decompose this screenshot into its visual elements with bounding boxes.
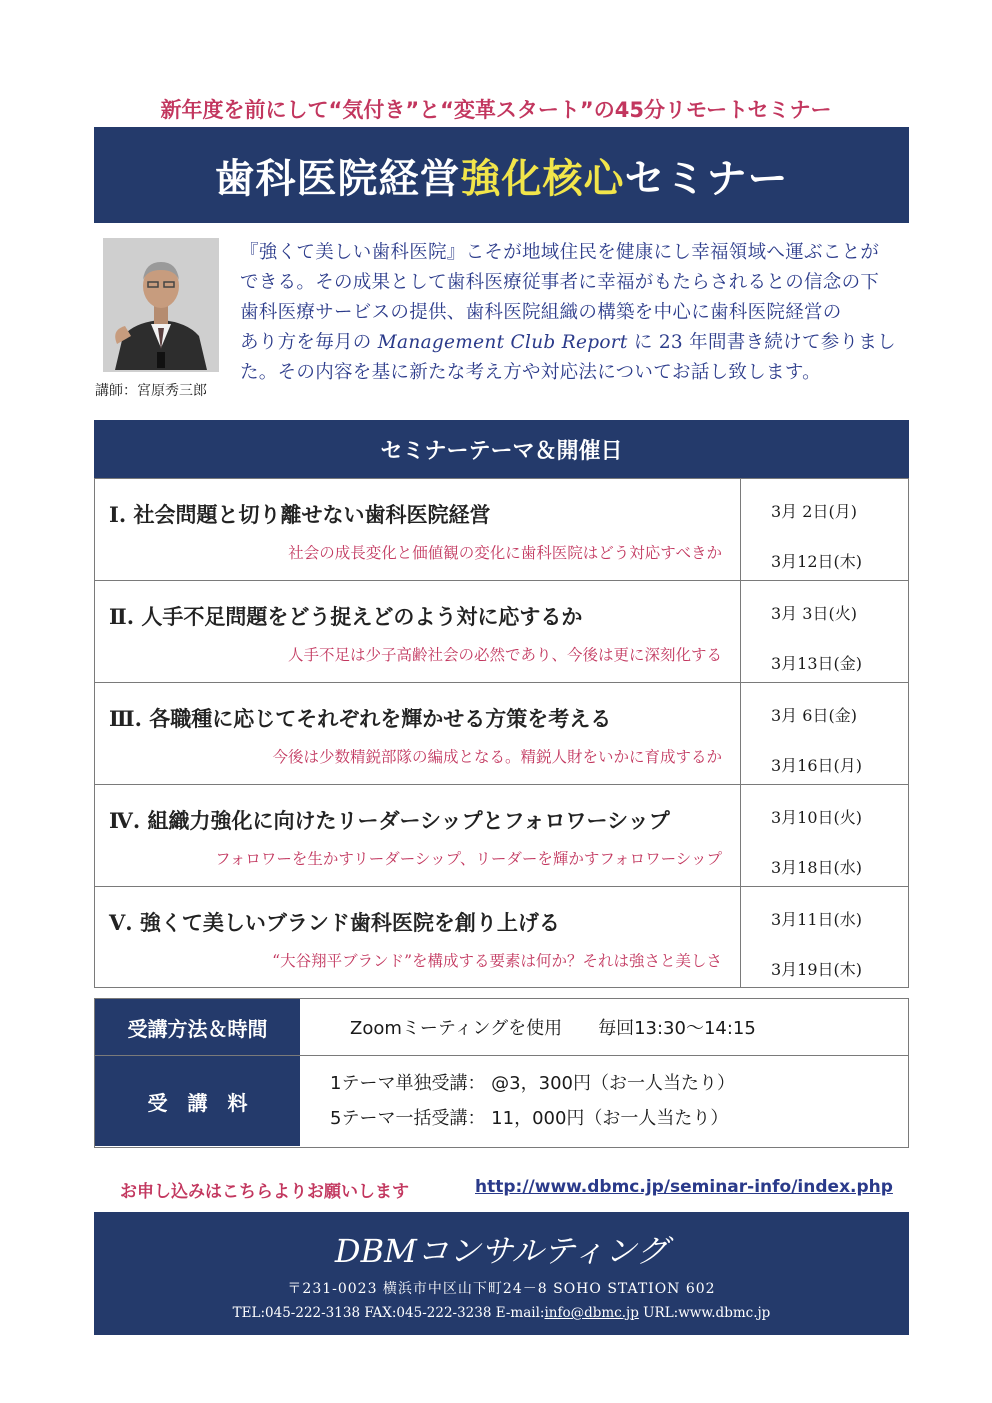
apply-link[interactable]: http://www.dbmc.jp/seminar-info/index.php: [475, 1177, 893, 1197]
theme-title: Ⅱ. 人手不足問題をどう捉えどのよう対に応するか: [109, 604, 583, 629]
intro-line: [240, 328, 920, 358]
theme-cell: [95, 683, 741, 784]
theme-subtitle: 人手不足は少子高齢社会の必然であり、今後は更に深刻化する: [287, 646, 722, 664]
themes-table: [94, 478, 909, 988]
fee-row: [95, 1056, 908, 1146]
theme-cell: [95, 479, 741, 580]
date-first: 3月 6日(金): [771, 706, 857, 725]
intro-paragraph: [240, 238, 920, 388]
intro-line: 歯科医療サービスの提供、歯科医院組織の構築を中心に歯科医院経営の: [240, 302, 842, 323]
theme-cell: [95, 887, 741, 987]
seminar-subtitle: 新年度を前にして“気付き”と“変革スタート”の45分リモートセミナー: [160, 98, 832, 122]
company-contact: [94, 1305, 909, 1321]
theme-subtitle: フォロワーを生かすリーダーシップ、リーダーを輝かすフォロワーシップ: [215, 850, 722, 868]
lecturer-photo: [103, 238, 219, 372]
theme-subtitle: “大谷翔平ブランド”を構成する要素は何か？それは強さと美しさ: [272, 952, 722, 970]
title-part2: セミナー: [624, 155, 789, 202]
date-second: 3月12日(木): [771, 552, 863, 571]
intro-line4-post: に 23 年間書き続けて参りまし: [633, 332, 896, 353]
date-second: 3月19日(木): [771, 960, 863, 979]
method-value: Zoomミーティングを使用 毎回13:30～14:15: [350, 1018, 756, 1039]
fee-values: [300, 1056, 908, 1146]
company-name: DBMコンサルティング: [334, 1232, 669, 1270]
lecturer-photo-image: [105, 240, 217, 370]
themes-heading: セミナーテーマ＆開催日: [94, 420, 909, 478]
method-row: [95, 999, 908, 1056]
theme-cell: [95, 785, 741, 886]
contact-phone-fax: TEL:045-222-3138 FAX:045-222-3238 E-mail:: [232, 1305, 545, 1321]
fee-single: 1テーマ単独受講： @3，300円（お一人当たり）: [330, 1073, 735, 1094]
theme-row: [95, 479, 908, 581]
date-second: 3月13日(金): [771, 654, 863, 673]
theme-row: [95, 683, 908, 785]
theme-cell: [95, 581, 741, 682]
date-cell: [741, 887, 908, 987]
intro-line: できる。その成果として歯科医療従事者に幸福がもたらされるとの信念の下: [240, 272, 880, 293]
date-first: 3月10日(火): [771, 808, 863, 827]
date-first: 3月11日(水): [771, 910, 863, 929]
company-footer: [94, 1212, 909, 1335]
theme-title: Ⅰ. 社会問題と切り離せない歯科医院経営: [109, 502, 491, 527]
theme-row: [95, 785, 908, 887]
method-label: 受講方法＆時間: [95, 999, 300, 1055]
fee-bundle: 5テーマ一括受講： 11，000円（お一人当たり）: [330, 1108, 729, 1129]
date-cell: [741, 479, 908, 580]
theme-subtitle: 今後は少数精鋭部隊の編成となる。精鋭人財をいかに育成するか: [272, 748, 722, 766]
report-name: Management Club Report: [377, 332, 628, 353]
theme-title: Ⅴ. 強くて美しいブランド歯科医院を創り上げる: [109, 910, 560, 935]
intro-line: た。その内容を基に新たな考え方や対応法についてお話し致します。: [240, 362, 821, 383]
theme-subtitle: 社会の成長変化と価値観の変化に歯科医院はどう対応すべきか: [288, 544, 722, 562]
theme-row: [95, 887, 908, 987]
date-cell: [741, 683, 908, 784]
intro-line: 『強くて美しい歯科医院』こそが地域住民を健康にし幸福領域へ運ぶことが: [240, 242, 880, 263]
date-second: 3月18日(水): [771, 858, 863, 877]
contact-url: URL:www.dbmc.jp: [638, 1305, 771, 1321]
title-part1: 歯科医院経営: [214, 155, 461, 202]
date-first: 3月 2日(月): [771, 502, 857, 521]
theme-title: Ⅳ. 組織力強化に向けたリーダーシップとフォロワーシップ: [109, 808, 670, 833]
apply-text: お申し込みはこちらよりお願いします: [120, 1182, 409, 1202]
date-first: 3月 3日(火): [771, 604, 857, 623]
attendance-info-table: [94, 998, 909, 1148]
date-second: 3月16日(月): [771, 756, 863, 775]
lecturer-name: 講師：宮原秀三郎: [95, 383, 207, 399]
email-link[interactable]: info@dbmc.jp: [544, 1305, 639, 1321]
intro-line4-pre: あり方を毎月の: [240, 332, 372, 353]
theme-title: Ⅲ. 各職種に応じてそれぞれを輝かせる方策を考える: [109, 706, 612, 731]
company-address: 〒231-0023 横浜市中区山下町24－8 SOHO STATION 602: [287, 1281, 716, 1297]
fee-label: 受 講 料: [95, 1056, 300, 1146]
date-cell: [741, 581, 908, 682]
theme-row: [95, 581, 908, 683]
title-highlight: 強化核心: [460, 155, 625, 202]
date-cell: [741, 785, 908, 886]
title-banner: [94, 127, 909, 223]
